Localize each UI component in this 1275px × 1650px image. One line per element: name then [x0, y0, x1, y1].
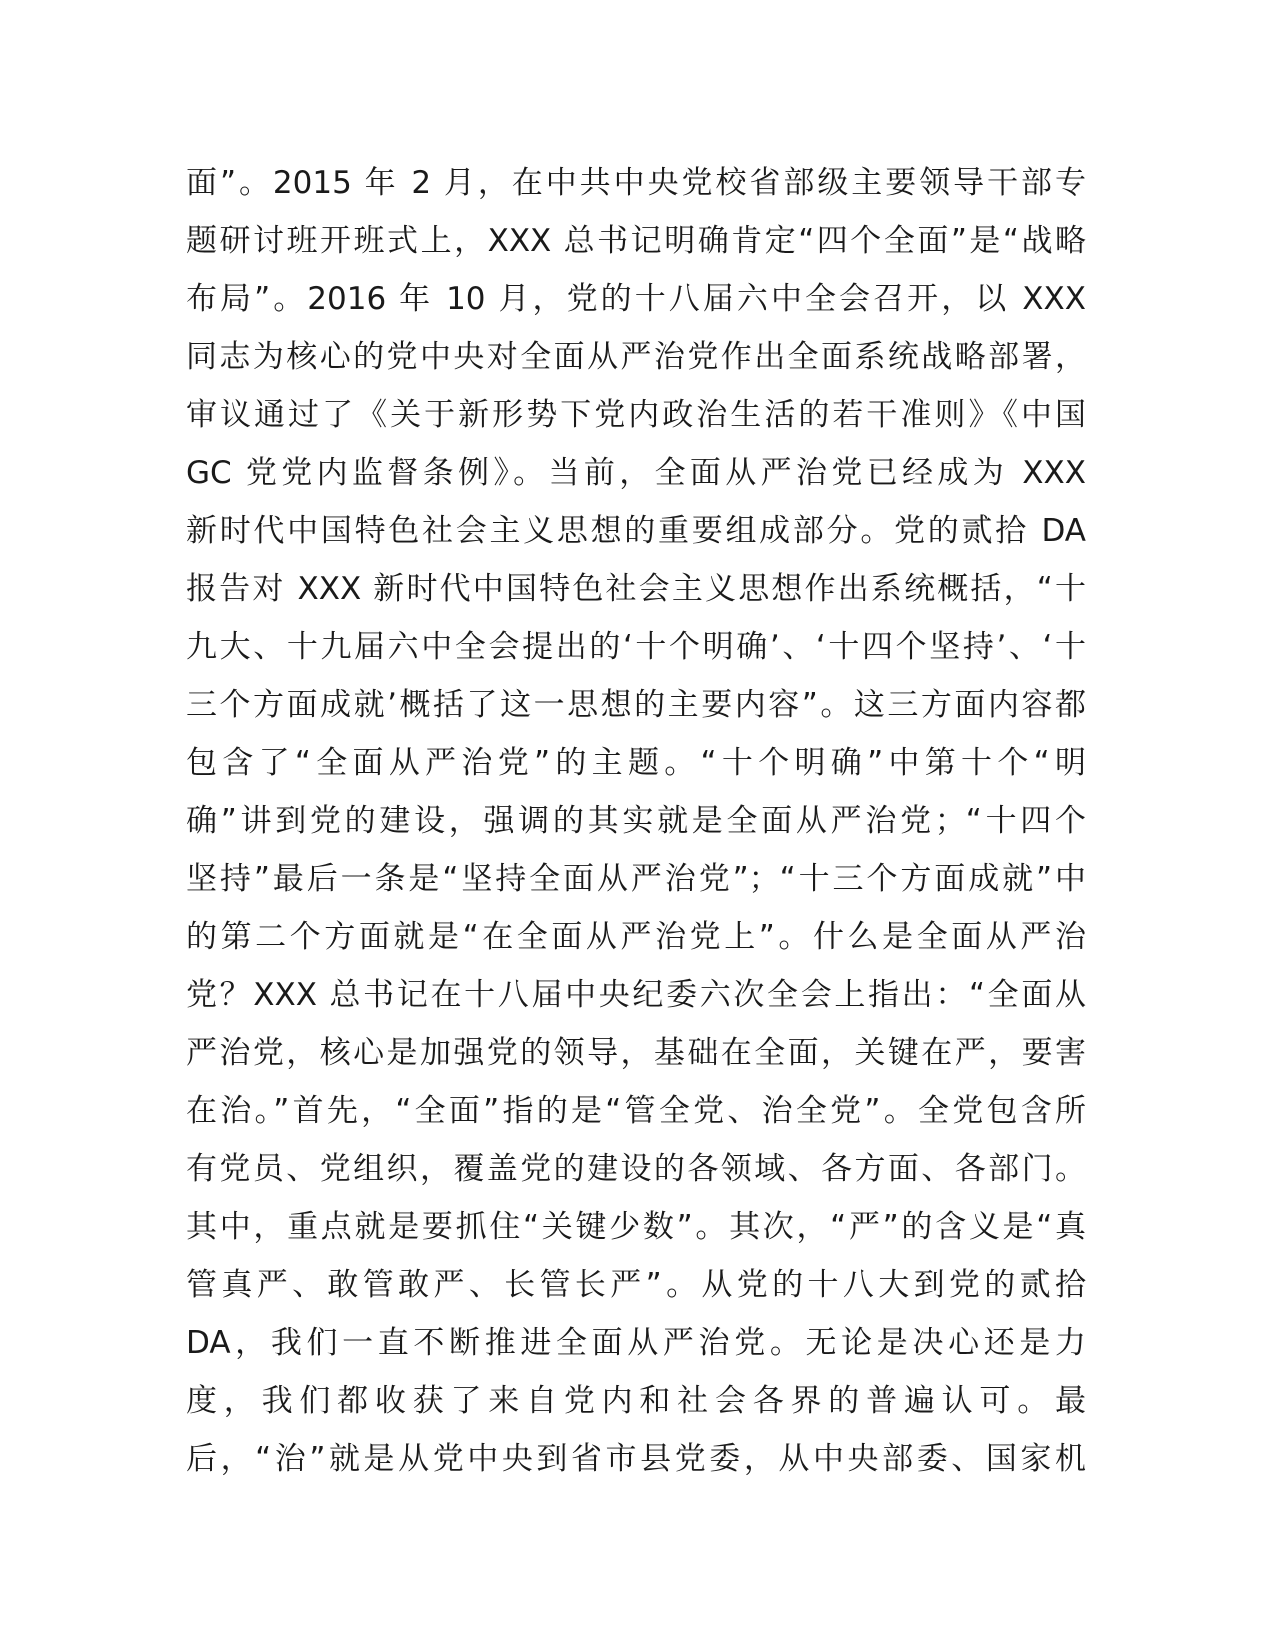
text-line: 审议通过了《关于新形势下党内政治生活的若干准则》《中国 [186, 397, 1086, 433]
text-line: 九大、十九届六中全会提出的‘十个明确’、‘十四个坚持’、‘十 [186, 629, 1086, 665]
text-line: 报告对 XXX 新时代中国特色社会主义思想作出系统概括，“十 [186, 571, 1086, 607]
text-line: 布局”。2016 年 10 月，党的十八届六中全会召开，以 XXX [186, 281, 1086, 317]
text-line: 包含了“全面从严治党”的主题。“十个明确”中第十个“明 [186, 745, 1086, 781]
text-line: 党？XXX 总书记在十八届中央纪委六次全会上指出：“全面从 [186, 977, 1086, 1013]
text-line: 管真严、敢管敢严、长管长严”。从党的十八大到党的贰拾 [186, 1267, 1086, 1303]
text-line: 的第二个方面就是“在全面从严治党上”。什么是全面从严治 [186, 919, 1086, 955]
body-paragraph [186, 154, 1086, 1488]
text-line: 面”。2015 年 2 月，在中共中央党校省部级主要领导干部专 [186, 165, 1086, 201]
text-line: GC 党党内监督条例》。当前，全面从严治党已经成为 XXX [186, 455, 1086, 491]
text-line: 后，“治”就是从党中央到省市县党委，从中央部委、国家机 [186, 1441, 1086, 1477]
text-line: 有党员、党组织，覆盖党的建设的各领域、各方面、各部门。 [186, 1151, 1086, 1187]
text-line: 题研讨班开班式上，XXX 总书记明确肯定“四个全面”是“战略 [186, 223, 1086, 259]
text-line: 坚持”最后一条是“坚持全面从严治党”；“十三个方面成就”中 [186, 861, 1086, 897]
text-line: 度，我们都收获了来自党内和社会各界的普遍认可。最 [186, 1383, 1086, 1419]
text-line: 新时代中国特色社会主义思想的重要组成部分。党的贰拾 DA [186, 513, 1086, 549]
text-line: 三个方面成就’概括了这一思想的主要内容”。这三方面内容都 [186, 687, 1086, 723]
text-line: 确”讲到党的建设，强调的其实就是全面从严治党；“十四个 [186, 803, 1086, 839]
text-line: 其中，重点就是要抓住“关键少数”。其次，“严”的含义是“真 [186, 1209, 1086, 1245]
text-line: 严治党，核心是加强党的领导，基础在全面，关键在严，要害 [186, 1035, 1086, 1071]
text-line: DA，我们一直不断推进全面从严治党。无论是决心还是力 [186, 1325, 1086, 1361]
text-line: 同志为核心的党中央对全面从严治党作出全面系统战略部署， [186, 339, 1086, 375]
text-line: 在治。”首先，“全面”指的是“管全党、治全党”。全党包含所 [186, 1093, 1086, 1129]
